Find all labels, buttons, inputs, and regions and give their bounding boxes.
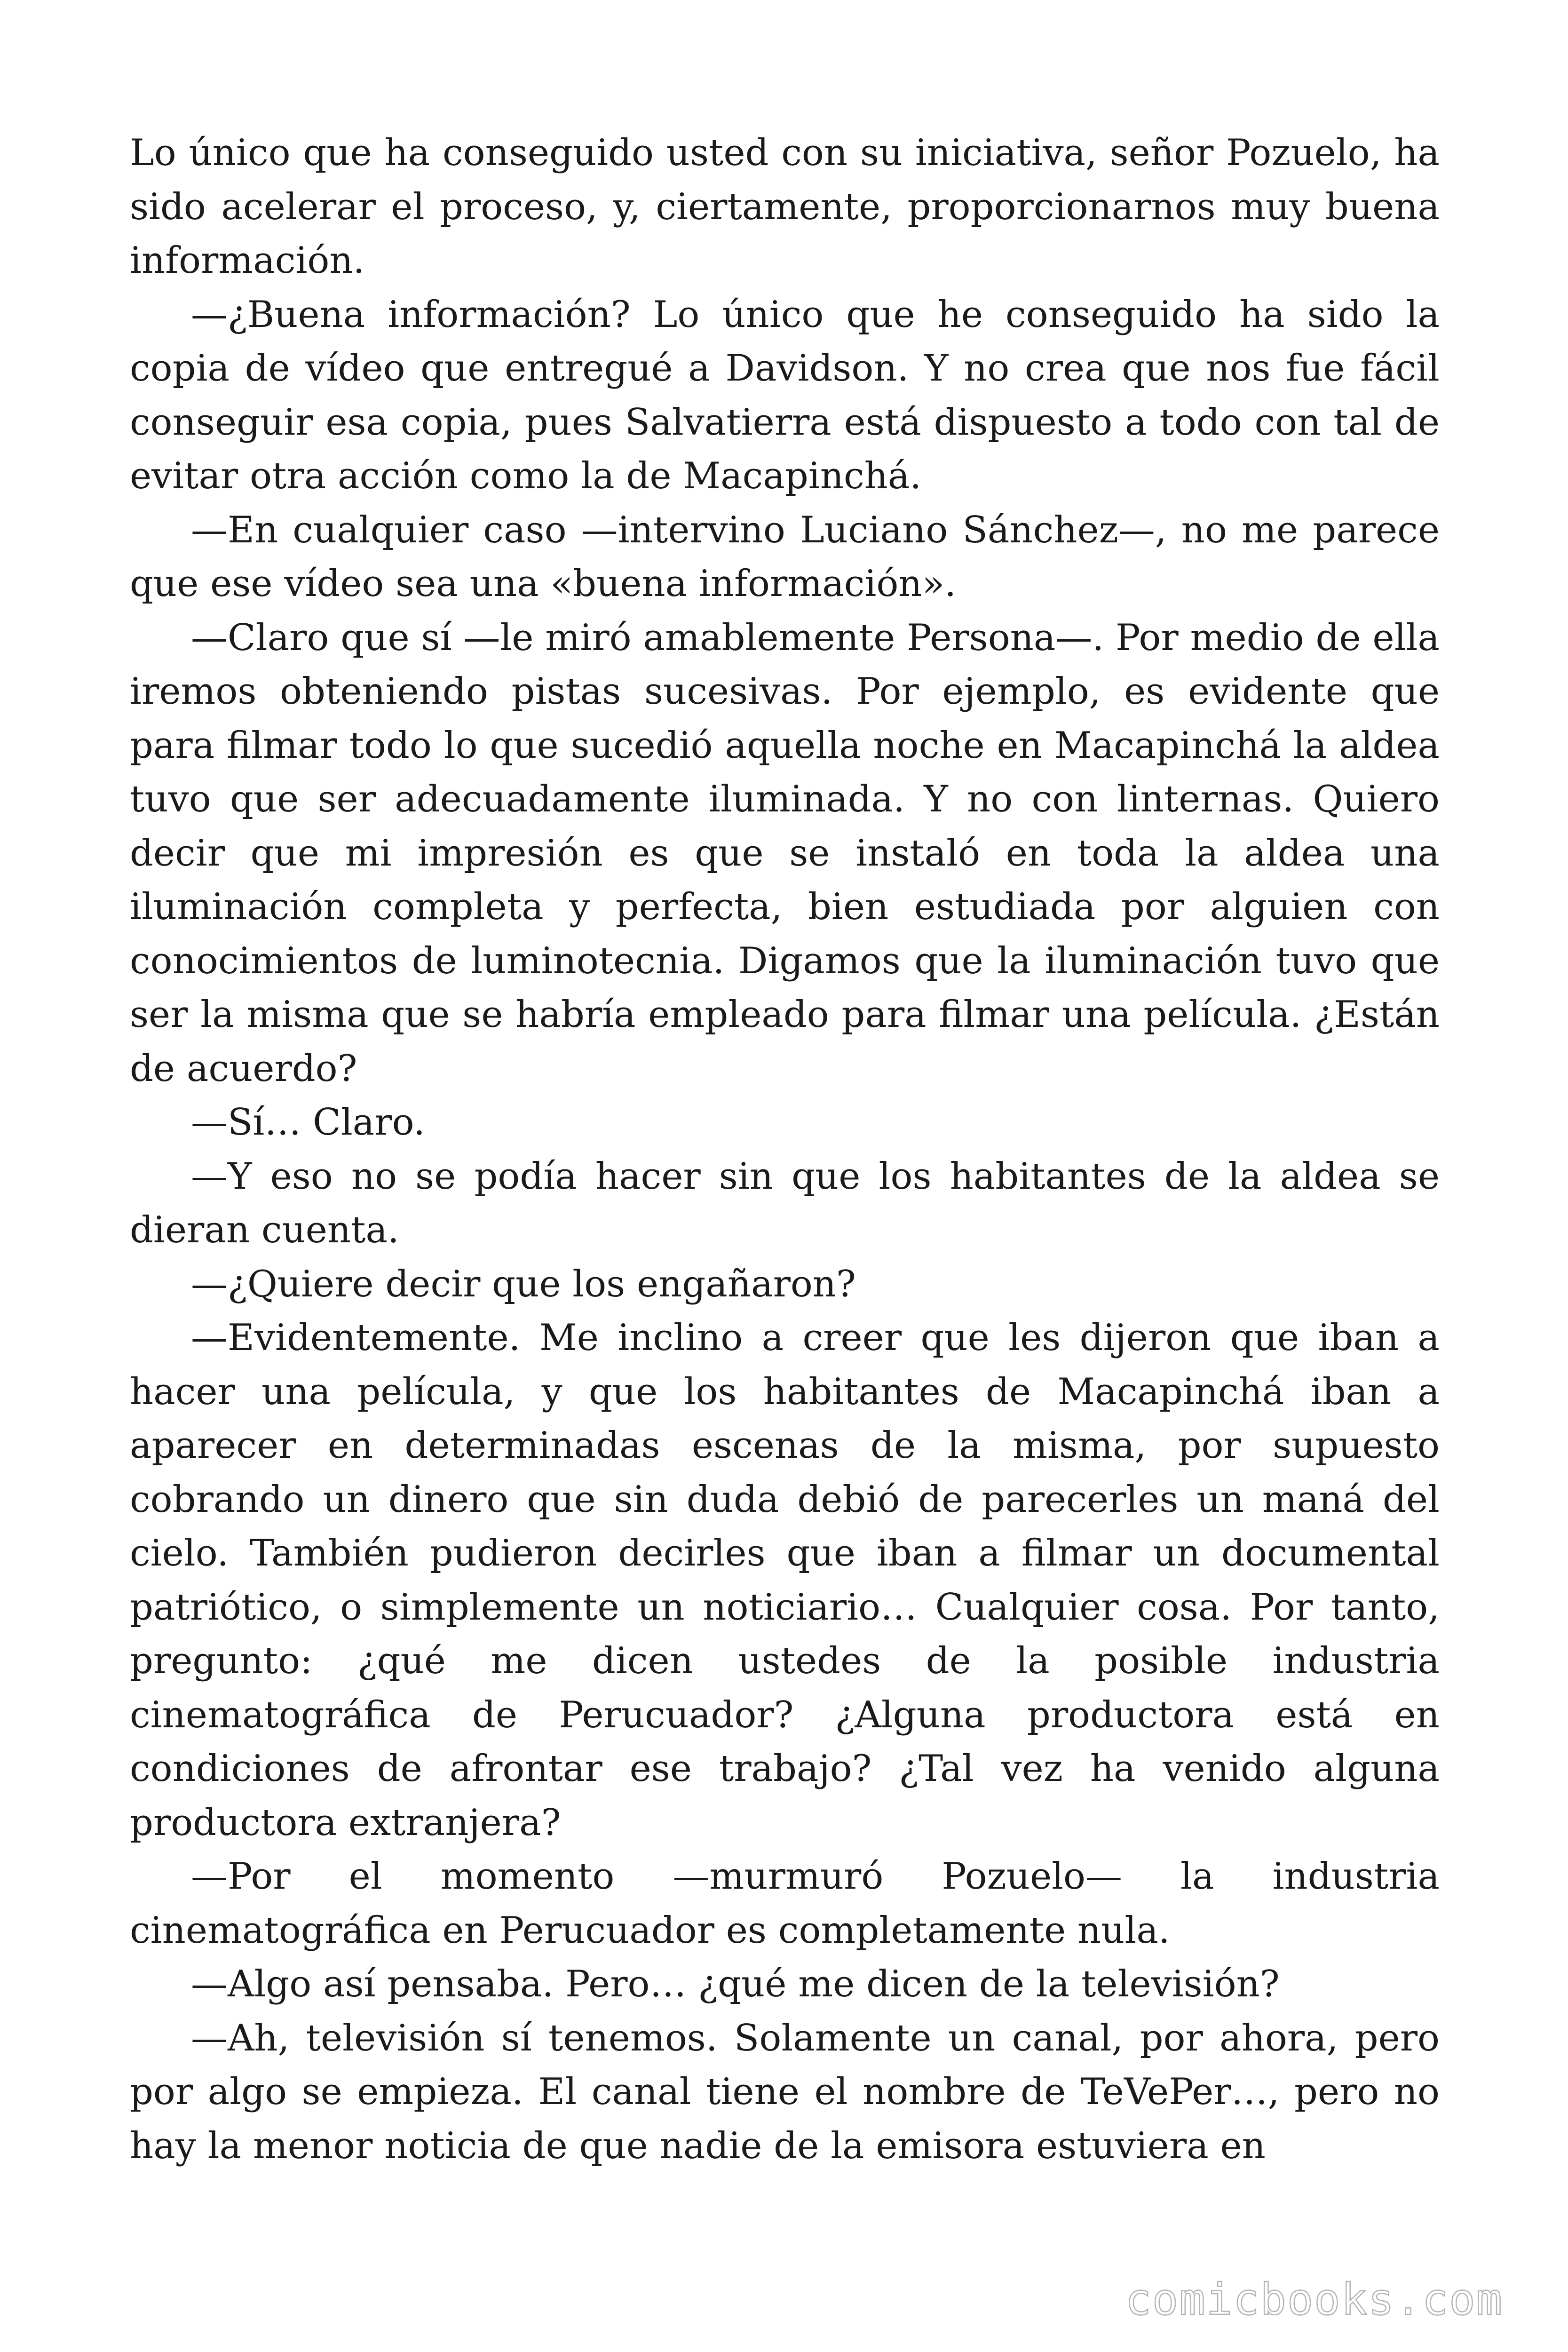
paragraph-11: —Ah, televisión sí tenemos. Solamente un canal, por ahora, pero por algo se empieza. El canal tiene el nombre de TeVePer…, pero no hay la menor noticia de que nadie de la emisora estuviera en [130, 2017, 1440, 2167]
paragraph-3: —En cualquier caso —intervino Luciano Sánchez—, no me parece que ese vídeo sea una «buena información». [130, 509, 1440, 605]
paragraph-8: —Evidentemente. Me inclino a creer que les dijeron que iban a hacer una película, y que los habitantes de Macapinchá iban a aparecer en determinadas escenas de la misma, por supuesto cobrando un dinero que sin duda debió de parecerles un maná del cielo. También pudieron decirles que iban a filmar un documental patriótico, o simplemente un noticiario… Cualquier cosa. Por tanto, pregunto: ¿qué me dicen ustedes de la posible industria cinematográfica de Perucuador? ¿Alguna productora está en condiciones de afrontar ese trabajo? ¿Tal vez ha venido alguna productora extranjera? [130, 1317, 1440, 1844]
paragraph-4: —Claro que sí —le miró amablemente Persona—. Por medio de ella iremos obteniendo pistas sucesivas. Por ejemplo, es evidente que para filmar todo lo que sucedió aquella noche en Macapinchá la aldea tuvo que ser adecuadamente iluminada. Y no con linternas. Quiero decir que mi impresión es que se instaló en toda la aldea una iluminación completa y perfecta, bien estudiada por alguien con conocimientos de luminotecnia. Digamos que la iluminación tuvo que ser la misma que se habría empleado para filmar una película. ¿Están de acuerdo? [130, 616, 1440, 1090]
paragraph-10: —Algo así pensaba. Pero… ¿qué me dicen de la televisión? [191, 1963, 1280, 2005]
watermark: comicbooks.com [1125, 2274, 1503, 2325]
paragraph-1: Lo único que ha conseguido usted con su iniciativa, señor Pozuelo, ha sido acelerar el proceso, y, ciertamente, proporcionarnos muy buena información. [130, 132, 1440, 282]
paragraph-9: —Por el momento —murmuró Pozuelo— la industria cinematográfica en Perucuador es completamente nula. [130, 1855, 1440, 1952]
paragraph-5: —Sí… Claro. [191, 1101, 425, 1144]
paragraph-7: —¿Quiere decir que los engañaron? [191, 1263, 856, 1305]
paragraph-6: —Y eso no se podía hacer sin que los habitantes de la aldea se dieran cuenta. [130, 1155, 1440, 1251]
paragraph-2: —¿Buena información? Lo único que he conseguido ha sido la copia de vídeo que entregué a Davidson. Y no crea que nos fue fácil conseguir esa copia, pues Salvatierra está dispuesto a todo con tal de evitar otra acción como la de Macapinchá. [130, 293, 1440, 497]
page-body [130, 126, 1440, 2173]
